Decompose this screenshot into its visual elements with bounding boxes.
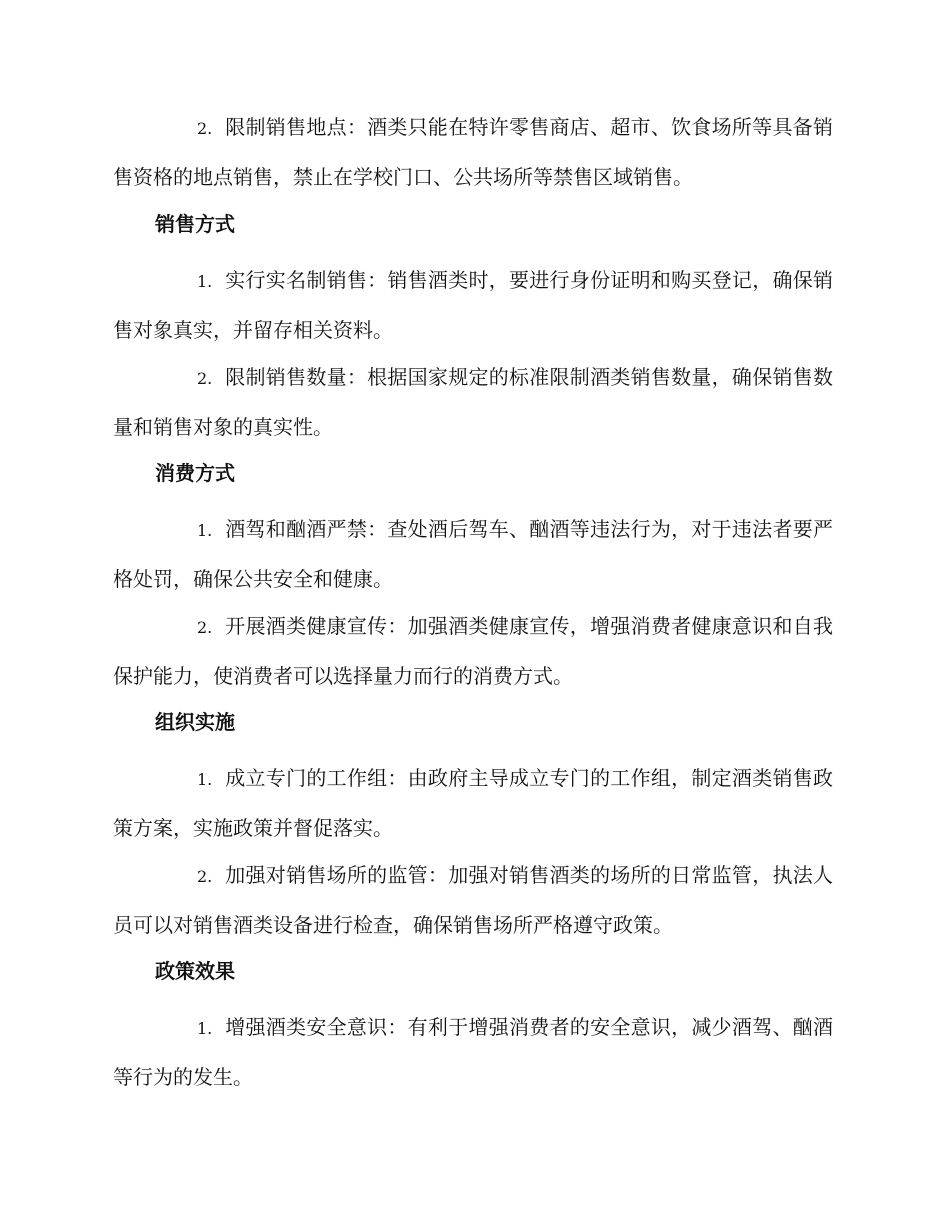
paragraph-safety-awareness (113, 1003, 833, 1101)
paragraph-working-group (113, 754, 833, 852)
item-number: 1. (197, 272, 213, 291)
item-number: 2. (197, 618, 213, 637)
item-text: 开展酒类健康宣传：加强酒类健康宣传，增强消费者健康意识和自我保护能力，使消费者可以选择量力而行的消费方式。 (113, 614, 833, 688)
item-number: 1. (197, 770, 213, 789)
item-number: 1. (197, 1019, 213, 1038)
heading-organization: 组织实施 (155, 710, 235, 734)
paragraph-quantity-limit (113, 353, 833, 451)
item-text: 酒驾和酗酒严禁：查处酒后驾车、酗酒等违法行为，对于违法者要严格处罚，确保公共安全和健康。 (113, 517, 833, 591)
paragraph-supervision (113, 851, 833, 949)
paragraph-location-limit (113, 103, 833, 201)
heading-sales-method: 销售方式 (155, 212, 235, 236)
item-number: 2. (197, 369, 213, 388)
item-text: 增强酒类安全意识：有利于增强消费者的安全意识，减少酒驾、酗酒等行为的发生。 (113, 1015, 833, 1089)
item-text: 加强对销售场所的监管：加强对销售酒类的场所的日常监管，执法人员可以对销售酒类设备进行检查，确保销售场所严格遵守政策。 (113, 863, 833, 937)
item-number: 1. (197, 521, 213, 540)
item-number: 2. (197, 867, 213, 886)
item-text: 实行实名制销售：销售酒类时，要进行身份证明和购买登记，确保销售对象真实，并留存相关资料。 (113, 268, 833, 342)
item-text: 成立专门的工作组：由政府主导成立专门的工作组，制定酒类销售政策方案，实施政策并督促落实。 (113, 766, 833, 840)
heading-consumption-method: 消费方式 (155, 461, 235, 485)
item-number: 2. (197, 119, 213, 138)
paragraph-drunk-driving-ban (113, 505, 833, 603)
item-text: 限制销售数量：根据国家规定的标准限制酒类销售数量，确保销售数量和销售对象的真实性。 (113, 365, 833, 439)
item-text: 限制销售地点：酒类只能在特许零售商店、超市、饮食场所等具备销售资格的地点销售，禁止在学校门口、公共场所等禁售区域销售。 (113, 115, 833, 189)
paragraph-health-campaign (113, 602, 833, 700)
paragraph-real-name-sales (113, 256, 833, 354)
heading-policy-effect: 政策效果 (155, 959, 235, 983)
